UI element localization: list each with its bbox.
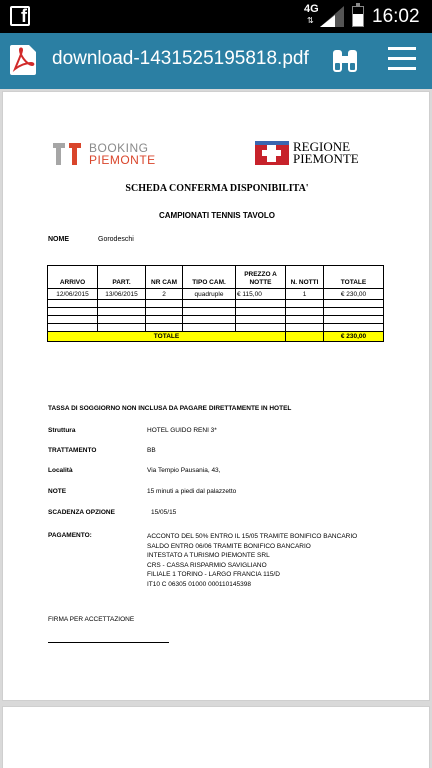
firma-label: FIRMA PER ACCETTAZIONE — [48, 616, 135, 623]
booking-piemonte-logo: BOOKING PIEMONTE — [53, 141, 163, 167]
table-row — [48, 300, 384, 308]
table-row — [48, 324, 384, 332]
note-label: NOTE — [48, 488, 67, 495]
column-header: PREZZO A NOTTE — [236, 266, 286, 289]
pagamento-line: INTESTATO A TURISMO PIEMONTE SRL — [147, 552, 270, 560]
nome-value: Gorodeschi — [98, 236, 134, 243]
total-row — [48, 332, 384, 342]
pagamento-line: FILIALE 1 TORINO - LARGO FRANCIA 115/D — [147, 571, 280, 579]
localita-value: Via Tempio Pausania, 43, — [147, 467, 221, 474]
network-type: 4G — [304, 3, 319, 15]
menu-icon[interactable] — [388, 47, 416, 73]
status-bar — [0, 0, 432, 33]
pagamento-details — [147, 532, 357, 590]
document-subheading: CAMPIONATI TENNIS TAVOLO — [159, 211, 275, 220]
localita-label: Località — [48, 467, 73, 474]
document-heading: SCHEDA CONFERMA DISPONIBILITA' — [125, 183, 309, 194]
table-cell: 12/06/2015 — [48, 289, 98, 300]
table-row — [48, 316, 384, 324]
pagamento-line: SALDO ENTRO 06/06 TRAMITE BONIFICO BANCARIO — [147, 542, 311, 550]
column-header: ARRIVO — [48, 266, 98, 289]
pagamento-line: IT10 C 06305 01000 000110145398 — [147, 580, 251, 588]
scadenza-value: 15/05/15 — [151, 509, 177, 516]
table-cell: 2 — [146, 289, 183, 300]
tassa-note: TASSA DI SOGGIORNO NON INCLUSA DA PAGARE DIRETTAMENTE IN HOTEL — [48, 405, 292, 412]
table-cell: € 230,00 — [324, 289, 384, 300]
table-row — [48, 308, 384, 316]
clock: 16:02 — [372, 6, 420, 27]
pagamento-line: CRS - CASSA RISPARMIO SAVIGLIANO — [147, 561, 267, 569]
note-value: 15 minuti a piedi dal palazzetto — [147, 488, 237, 495]
struttura-value: HOTEL GUIDO RENI 3* — [147, 427, 217, 434]
app-bar — [0, 33, 432, 89]
table-cell: 1 — [286, 289, 324, 300]
pdf-icon — [10, 45, 36, 75]
booking-table — [47, 265, 384, 342]
binoculars-icon[interactable] — [330, 46, 360, 76]
table-cell: quadruple — [183, 289, 236, 300]
pagamento-line: ACCONTO DEL 50% ENTRO IL 15/05 TRAMITE BONIFICO BANCARIO — [147, 533, 358, 540]
column-header: TIPO CAM. — [183, 266, 236, 289]
trattamento-value: BB — [147, 447, 156, 454]
table-row — [48, 289, 384, 300]
total-value: € 230,00 — [324, 332, 384, 342]
regione-piemonte-logo: REGIONE PIEMONTE — [255, 141, 385, 167]
column-header: PART. — [98, 266, 146, 289]
column-header: NR CAM — [146, 266, 183, 289]
pdf-next-page[interactable] — [2, 706, 430, 768]
nome-label: NOME — [48, 236, 69, 243]
data-activity-icon: ⇅ — [307, 16, 314, 25]
table-cell: € 115,00 — [236, 289, 286, 300]
battery-icon — [352, 6, 364, 27]
total-label: TOTALE — [48, 332, 286, 342]
pdf-page[interactable] — [2, 91, 430, 701]
signal-icon — [320, 6, 344, 27]
column-header: N. NOTTI — [286, 266, 324, 289]
table-cell: 13/06/2015 — [98, 289, 146, 300]
scadenza-label: SCADENZA OPZIONE — [48, 509, 115, 516]
struttura-label: Struttura — [48, 427, 76, 434]
signature-line — [48, 642, 169, 643]
column-header: TOTALE — [324, 266, 384, 289]
trattamento-label: TRATTAMENTO — [48, 447, 97, 454]
pagamento-label: PAGAMENTO: — [48, 532, 92, 539]
document-title: download-1431525195818.pdf — [52, 48, 309, 69]
facebook-notification-icon: f — [10, 6, 30, 26]
